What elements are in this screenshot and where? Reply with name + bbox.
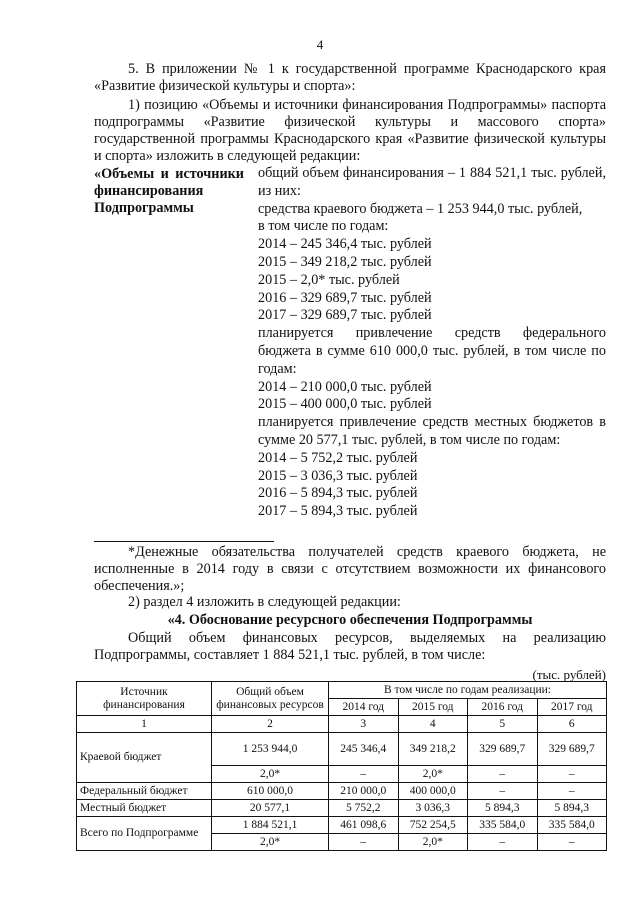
table-cell: 329 689,7 xyxy=(537,733,607,766)
table-cell: – xyxy=(537,766,607,783)
page-number: 4 xyxy=(316,37,324,52)
value-line: 2016 – 5 894,3 тыс. рублей xyxy=(258,485,418,502)
table-cell: 5 894,3 xyxy=(468,800,538,817)
header-year: 2016 год xyxy=(468,699,538,716)
intro-paragraph-1: 5. В приложении № 1 к государственной программе Краснодарского края «Развитие физической культуры и спорта»: xyxy=(94,61,606,94)
table-cell: – xyxy=(468,834,538,851)
value-line: 2014 – 5 752,2 тыс. рублей xyxy=(258,449,418,466)
header-year: 2015 год xyxy=(398,699,468,716)
header-source: Источник финансирования xyxy=(77,682,212,716)
value-line: 2016 – 329 689,7 тыс. рублей xyxy=(258,289,432,306)
value-line: 2015 – 349 218,2 тыс. рублей xyxy=(258,253,432,270)
table-cell: 752 254,5 xyxy=(398,817,468,834)
table-cell: 245 346,4 xyxy=(329,733,399,766)
table-cell: 335 584,0 xyxy=(468,817,538,834)
value-line: планируется привлечение средств федерального бюджета в сумме 610 000,0 тыс. рублей, в том числе по годам: xyxy=(258,325,606,377)
table-cell: 335 584,0 xyxy=(537,817,607,834)
table-cell: 2,0* xyxy=(398,834,468,851)
table-cell: 329 689,7 xyxy=(468,733,538,766)
header-total: Общий объем финансовых ресурсов xyxy=(212,682,329,716)
column-number: 4 xyxy=(398,716,468,733)
financing-table xyxy=(76,681,607,851)
table-cell: 461 098,6 xyxy=(329,817,399,834)
item-2: 2) раздел 4 изложить в следующей редакции: xyxy=(128,594,401,610)
row-name: Всего по Подпрограмме xyxy=(77,817,212,851)
value-line: общий объем финансирования – 1 884 521,1 тыс. рублей, из них: xyxy=(258,165,606,199)
position-value xyxy=(258,165,606,521)
table-cell: 3 036,3 xyxy=(398,800,468,817)
table-cell: 400 000,0 xyxy=(398,783,468,800)
section-title: «4. Обоснование ресурсного обеспечения Подпрограммы xyxy=(167,612,533,628)
header-years: В том числе по годам реализации: xyxy=(329,682,607,699)
position-label: «Объемы и источники финансирования Подпрограммы xyxy=(94,166,244,216)
value-line: средства краевого бюджета – 1 253 944,0 тыс. рублей, xyxy=(258,200,583,217)
table-cell: 5 752,2 xyxy=(329,800,399,817)
table-cell: 20 577,1 xyxy=(212,800,329,817)
column-number: 6 xyxy=(537,716,607,733)
value-line: 2015 – 3 036,3 тыс. рублей xyxy=(258,467,418,484)
table-cell: 610 000,0 xyxy=(212,783,329,800)
header-year: 2014 год xyxy=(329,699,399,716)
value-line: 2014 – 245 346,4 тыс. рублей xyxy=(258,236,432,253)
table-cell: – xyxy=(468,783,538,800)
row-name: Федеральный бюджет xyxy=(77,783,212,800)
table-cell: 1 884 521,1 xyxy=(212,817,329,834)
value-line: 2017 – 5 894,3 тыс. рублей xyxy=(258,503,418,520)
value-line: 2017 – 329 689,7 тыс. рублей xyxy=(258,307,432,324)
value-line: в том числе по годам: xyxy=(258,218,389,235)
table-cell: – xyxy=(537,783,607,800)
table-cell: 349 218,2 xyxy=(398,733,468,766)
table-cell: – xyxy=(468,766,538,783)
table-cell: 2,0* xyxy=(212,766,329,783)
footnote-divider xyxy=(94,541,274,542)
value-line: 2015 – 400 000,0 тыс. рублей xyxy=(258,396,432,413)
table-cell: 2,0* xyxy=(212,834,329,851)
value-line: 2015 – 2,0* тыс. рублей xyxy=(258,271,400,288)
table-cell: 1 253 944,0 xyxy=(212,733,329,766)
table-cell: – xyxy=(329,766,399,783)
table-cell: 210 000,0 xyxy=(329,783,399,800)
value-line: 2014 – 210 000,0 тыс. рублей xyxy=(258,378,432,395)
table-cell: 5 894,3 xyxy=(537,800,607,817)
column-number: 5 xyxy=(468,716,538,733)
unit-label: (тыс. рублей) xyxy=(532,667,606,682)
header-year: 2017 год xyxy=(537,699,607,716)
column-number: 2 xyxy=(212,716,329,733)
table-cell: 2,0* xyxy=(398,766,468,783)
value-line: планируется привлечение средств местных бюджетов в сумме 20 577,1 тыс. рублей, в том числе по годам: xyxy=(258,414,606,448)
intro-paragraph-2: 1) позицию «Объемы и источники финансирования Подпрограммы» паспорта подпрограммы «Развитие физической культуры и массового спорта» государственной программы Краснодарского края «Развитие физической культуры и спорта» изложить в следующей редакции: xyxy=(94,97,606,164)
column-number: 1 xyxy=(77,716,212,733)
row-name: Местный бюджет xyxy=(77,800,212,817)
section-text: Общий объем финансовых ресурсов, выделяемых на реализацию Подпрограммы, составляет 1 884 521,1 тыс. рублей, в том числе: xyxy=(94,630,606,663)
table-cell: – xyxy=(537,834,607,851)
column-number: 3 xyxy=(329,716,399,733)
footnote: *Денежные обязательства получателей средств краевого бюджета, не исполненные в 2014 году в связи с отсутствием возможности их финансового обеспечения.»; xyxy=(94,544,606,594)
row-name: Краевой бюджет xyxy=(77,733,212,783)
table-cell: – xyxy=(329,834,399,851)
